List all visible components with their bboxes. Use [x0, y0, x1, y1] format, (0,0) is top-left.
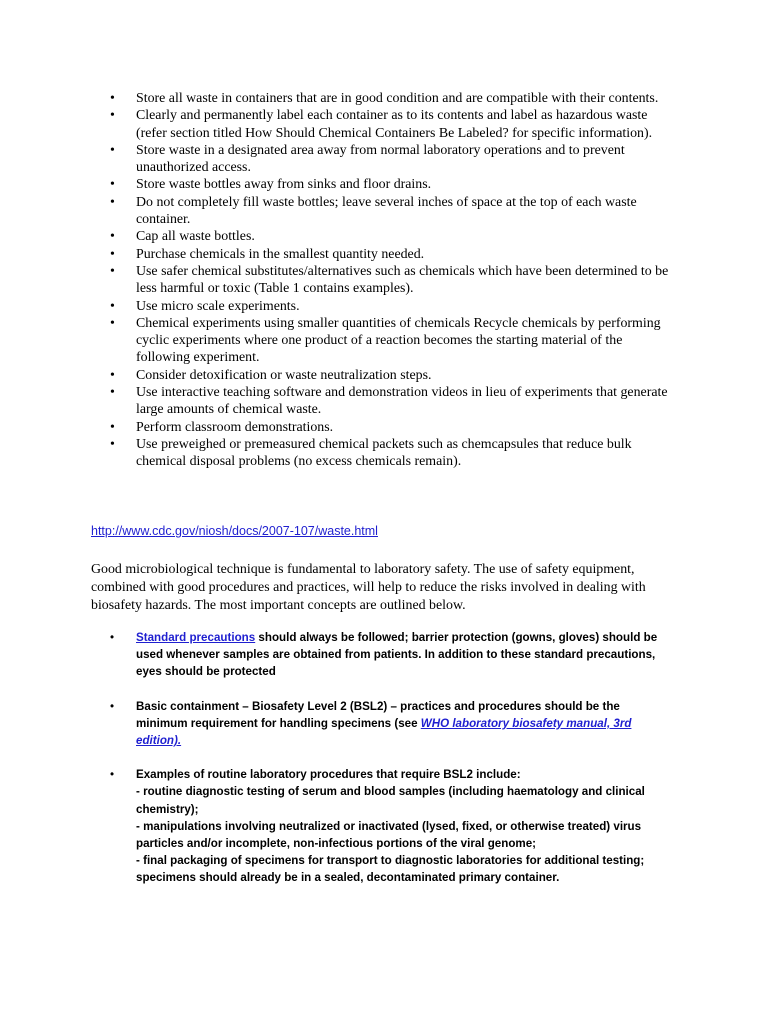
sub-item: - routine diagnostic testing of serum and blood samples (including haematology and clinical chemistry);	[136, 785, 645, 816]
biosafety-list	[110, 629, 670, 904]
list-item: • Store waste bottles away from sinks and floor drains.	[110, 176, 670, 193]
list-item-standard-precautions	[110, 629, 670, 681]
list-item-text: Basic containment – Biosafety Level 2 (BSL2) – practices and procedures should be the minimum requirement for handling specimens (see	[136, 699, 620, 730]
list-item: • Perform classroom demonstrations.	[110, 419, 670, 436]
who-manual-link[interactable]: WHO laboratory biosafety manual, 3rd edition).	[136, 716, 632, 748]
list-item: • Use micro scale experiments.	[110, 298, 670, 315]
cdc-waste-link[interactable]: http://www.cdc.gov/niosh/docs/2007-107/waste.html	[91, 524, 378, 538]
list-item: • Use preweighed or premeasured chemical packets such as chemcapsules that reduce bulk chemical disposal problems (no excess chemicals remain).	[110, 436, 670, 471]
sub-item: - manipulations involving neutralized or inactivated (lysed, fixed, or otherwise treated) virus particles and/or incomplete, non-infectious portions of the viral genome;	[136, 819, 642, 851]
list-item: • Cap all waste bottles.	[110, 228, 670, 245]
list-item: • Purchase chemicals in the smallest quantity needed.	[110, 246, 670, 263]
standard-precautions-link[interactable]: Standard precautions	[136, 631, 256, 644]
list-item-text: should always be followed; barrier protection (gowns, gloves) should be used whenever samples are obtained from patients. In addition to these standard precautions, eyes should be protected	[136, 631, 658, 679]
list-item-heading: • Examples of routine laboratory procedures that require BSL2 include:	[136, 768, 521, 782]
waste-handling-list	[110, 90, 670, 471]
list-item: • Store all waste in containers that are in good condition and are compatible with their contents.	[110, 90, 670, 107]
list-item: • Use safer chemical substitutes/alternatives such as chemicals which have been determined to be less harmful or toxic (Table 1 contains examples).	[110, 263, 670, 298]
list-item: • Do not completely fill waste bottles; leave several inches of space at the top of each waste container.	[110, 194, 670, 229]
list-item: • Consider detoxification or waste neutralization steps.	[110, 367, 670, 384]
intro-paragraph: Good microbiological technique is fundamental to laboratory safety. The use of safety equipment, combined with good procedures and practices, will help to reduce the risks involved in dealing with biosafety hazards. The most important concepts are outlined below.	[91, 562, 646, 613]
list-item-basic-containment	[110, 698, 670, 750]
list-item-bsl2-examples	[110, 766, 670, 886]
list-item: • Use interactive teaching software and demonstration videos in lieu of experiments that generate large amounts of chemical waste.	[110, 384, 670, 419]
list-item: • Chemical experiments using smaller quantities of chemicals Recycle chemicals by performing cyclic experiments where one product of a reaction becomes the starting material of the following experiment.	[110, 315, 670, 367]
list-item: • Clearly and permanently label each container as to its contents and label as hazardous waste (refer section titled How Should Chemical Containers Be Labeled? for specific information).	[110, 107, 670, 142]
sub-item: - final packaging of specimens for transport to diagnostic laboratories for additional testing; specimens should already be in a sealed, decontaminated primary container.	[136, 854, 645, 885]
list-item: • Store waste in a designated area away from normal laboratory operations and to prevent unauthorized access.	[110, 142, 670, 177]
